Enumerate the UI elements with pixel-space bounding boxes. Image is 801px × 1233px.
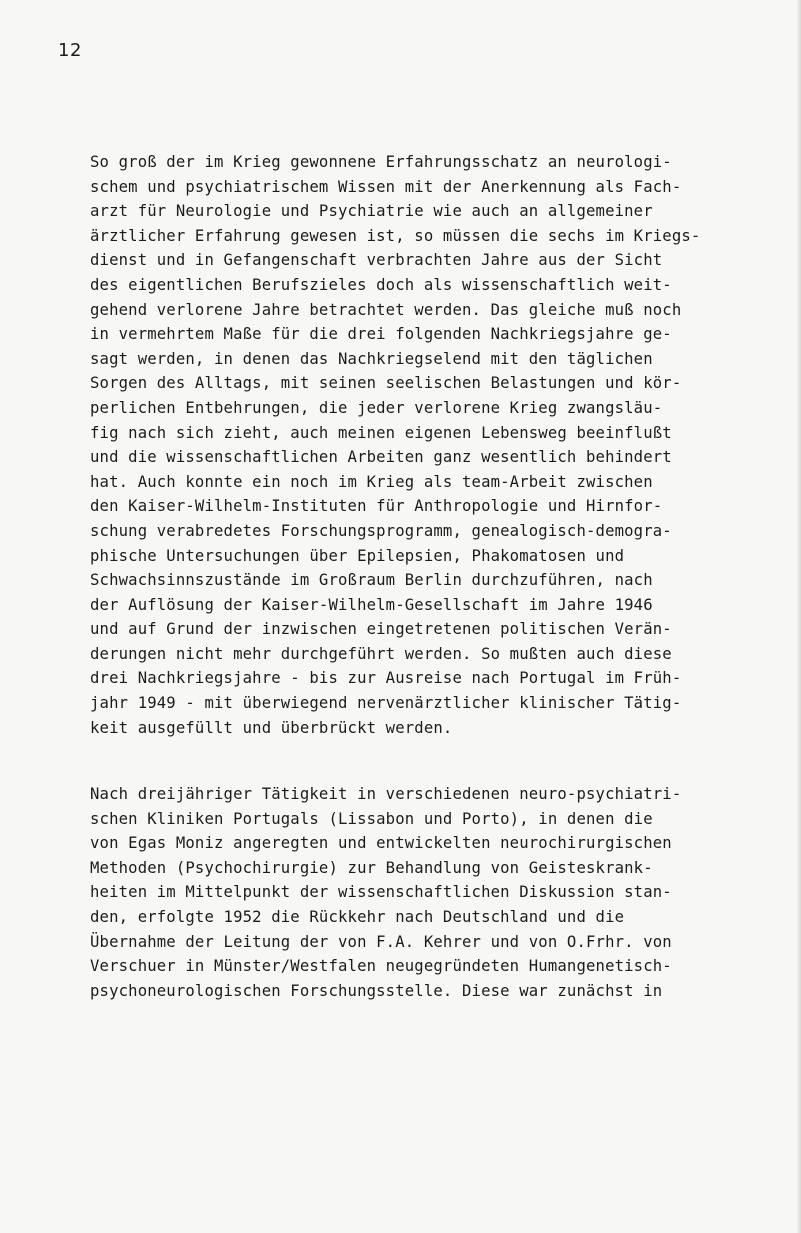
page-edge xyxy=(797,0,801,1233)
text-line: perlichen Entbehrungen, die jeder verlorene Krieg zwangsläu- xyxy=(90,398,663,417)
text-line: Nach dreijähriger Tätigkeit in verschiedenen neuro-psychiatri- xyxy=(90,785,682,803)
paragraph-2 xyxy=(90,782,790,1003)
text-line: phische Untersuchungen über Epilepsien, Phakomatosen und xyxy=(90,546,625,565)
text-line: Methoden (Psychochirurgie) zur Behandlung von Geisteskrank- xyxy=(90,858,653,877)
text-line: und auf Grund der inzwischen eingetretenen politischen Verän- xyxy=(90,620,672,639)
paragraph-1 xyxy=(90,150,790,740)
page-number: 12 xyxy=(58,40,82,61)
text-line: schen Kliniken Portugals (Lissabon und Porto), in denen die xyxy=(90,809,653,828)
text-line: heiten im Mittelpunkt der wissenschaftlichen Diskussion stan- xyxy=(90,883,672,902)
text-line: schem und psychiatrischem Wissen mit der Anerkennung als Fach- xyxy=(90,177,682,196)
text-line: und die wissenschaftlichen Arbeiten ganz wesentlich behindert xyxy=(90,448,672,467)
text-line: in vermehrtem Maße für die drei folgenden Nachkriegsjahre ge- xyxy=(90,325,672,344)
text-line: ärztlicher Erfahrung gewesen ist, so müssen die sechs im Kriegs- xyxy=(90,226,701,245)
text-line: dienst und in Gefangenschaft verbrachten Jahre aus der Sicht xyxy=(90,251,663,270)
text-line: keit ausgefüllt und überbrückt werden. xyxy=(90,718,453,737)
text-line: drei Nachkriegsjahre - bis zur Ausreise nach Portugal im Früh- xyxy=(90,669,682,688)
text-line: Sorgen des Alltags, mit seinen seelischen Belastungen und kör- xyxy=(90,374,682,393)
text-line: gehend verlorene Jahre betrachtet werden. Das gleiche muß noch xyxy=(90,300,682,319)
text-line: der Auflösung der Kaiser-Wilhelm-Gesellschaft im Jahre 1946 xyxy=(90,595,653,614)
text-line: von Egas Moniz angeregten und entwickelten neurochirurgischen xyxy=(90,834,672,853)
text-line: fig nach sich zieht, auch meinen eigenen Lebensweg beeinflußt xyxy=(90,423,672,442)
text-line: Übernahme der Leitung der von F.A. Kehrer und von O.Frhr. von xyxy=(90,932,672,951)
text-line: Schwachsinnszustände im Großraum Berlin durchzuführen, nach xyxy=(90,571,653,590)
text-line: den Kaiser-Wilhelm-Instituten für Anthropologie und Hirnfor- xyxy=(90,497,663,516)
text-line: schung verabredetes Forschungsprogramm, genealogisch-demogra- xyxy=(90,521,672,540)
text-line: sagt werden, in denen das Nachkriegselend mit den täglichen xyxy=(90,349,653,368)
text-line: derungen nicht mehr durchgeführt werden. So mußten auch diese xyxy=(90,644,672,663)
text-line: des eigentlichen Berufszieles doch als wissenschaftlich weit- xyxy=(90,275,672,294)
text-line: jahr 1949 - mit überwiegend nervenärztlicher klinischer Tätig- xyxy=(90,694,682,713)
text-line: hat. Auch konnte ein noch im Krieg als team-Arbeit zwischen xyxy=(90,472,653,491)
text-line: arzt für Neurologie und Psychiatrie wie auch an allgemeiner xyxy=(90,202,653,221)
text-line: So groß der im Krieg gewonnene Erfahrungsschatz an neurologi- xyxy=(90,153,672,171)
text-line: psychoneurologischen Forschungsstelle. Diese war zunächst in xyxy=(90,981,663,1000)
text-line: Verschuer in Münster/Westfalen neugegründeten Humangenetisch- xyxy=(90,957,672,976)
text-line: den, erfolgte 1952 die Rückkehr nach Deutschland und die xyxy=(90,907,625,926)
